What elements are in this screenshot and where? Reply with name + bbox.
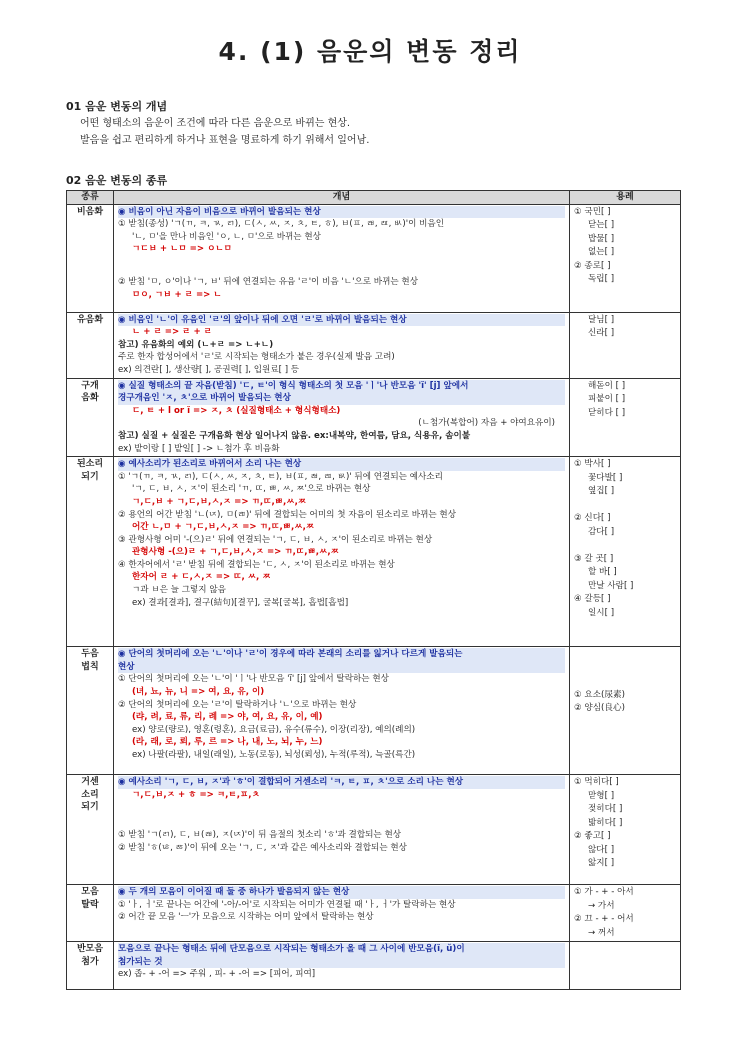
row-kind	[67, 885, 114, 942]
concept-line: ◉ 실질 형태소의 끝 자음(받침) 'ㄷ, ㅌ'이 형식 형태소의 첫 모음 'ㅣ'나 반모음 'ĭ' [j] 앞에서	[118, 380, 565, 393]
example-item: ② 종로[ ]	[574, 260, 611, 271]
concept-line: ㅁㅇ, ㄱㅂ + ㄹ => ㄴ	[132, 289, 222, 300]
example-item: ④ 갈등[ ]	[574, 594, 611, 605]
example-item: 만날 사람[ ]	[588, 580, 634, 591]
example-item	[574, 662, 676, 676]
concept-line: 'ㄱ, ㄷ, ㅂ, ㅅ, ㅈ'이 된소리 'ㄲ, ㄸ, ㅃ, ㅆ, ㅉ'으로 바뀌는 현상	[132, 484, 371, 495]
concept-line: (랴, 려, 료, 류, 리, 례 => 야, 여, 요, 유, 이, 예)	[132, 712, 323, 723]
example-item: → 가서	[588, 900, 615, 911]
concept-line: ex) 나팔(라팔), 내일(래일), 노동(로동), 뇌성(뢰성), 누적(루적), 늑골(륵간)	[132, 749, 416, 760]
example-item: 옆집[ ]	[588, 486, 615, 497]
concept-line: ex) 의견란[ ], 생산량[ ], 공권력[ ], 입원료[ ] 등	[118, 364, 300, 375]
concept-line: 현상	[118, 661, 565, 674]
example-item	[574, 648, 676, 662]
concept-line: ◉ 비음이 아닌 자음이 비음으로 바뀌어 발음되는 현상	[118, 206, 565, 219]
row-concept	[114, 312, 570, 378]
header-concept: 개념	[114, 191, 570, 205]
concept-line: ㄷ, ㅌ + l or ĭ => ㅈ, ㅊ (실질형태소 + 형식형태소)	[132, 405, 341, 416]
example-item: 앓지[ ]	[588, 858, 615, 869]
header-kind: 종류	[67, 191, 114, 205]
example-item: 할 바[ ]	[588, 567, 617, 578]
table-row	[67, 457, 681, 647]
example-item: ① 국민[ ]	[574, 206, 611, 217]
example-item	[574, 539, 676, 553]
row-kind	[67, 775, 114, 885]
row-kind	[67, 942, 114, 990]
example-item: 독립[ ]	[588, 274, 615, 285]
row-examples	[570, 885, 681, 942]
table-header-row	[67, 191, 681, 205]
example-item	[574, 499, 676, 513]
concept-line: ② 용언의 어간 받침 'ㄴ(ㄵ), ㅁ(ㄻ)' 뒤에 결합되는 어미의 첫 자음이 된소리로 바뀌는 현상	[118, 509, 457, 520]
concept-line: 한자어 ㄹ + ㄷ,ㅅ,ㅈ => ㄸ, ㅆ, ㅉ	[132, 572, 271, 583]
example-item: 젖히다[ ]	[588, 804, 623, 815]
row-kind	[67, 378, 114, 457]
concept-line: 참고) 유음화의 예외 (ㄴ+ㄹ => ㄴ+ㄴ)	[118, 339, 274, 350]
example-item: 닫는[ ]	[588, 220, 615, 231]
example-item: 맏형[ ]	[588, 790, 615, 801]
example-item: 밥물[ ]	[588, 233, 615, 244]
example-item: ② 좋고[ ]	[574, 831, 611, 842]
concept-line: 어떤 형태소의 음운이 조건에 따라 다른 음운으로 바뀌는 현상.	[80, 118, 351, 129]
concept-line: ◉ 단어의 첫머리에 오는 'ㄴ'이나 'ㄹ'이 경우에 따라 본래의 소리를 잃거나 다르게 발음되는	[118, 648, 565, 661]
table-row	[67, 647, 681, 775]
concept-line: (라, 래, 로, 뢰, 루, 르 => 나, 내, 노, 뇌, 누, 느)	[132, 737, 323, 748]
example-item	[574, 675, 676, 689]
example-item: 피붙이 [ ]	[588, 394, 626, 405]
row-kind-label: 모음 탈락	[81, 887, 99, 910]
concept-line: ② 단어의 첫머리에 오는 'ㄹ'이 탈락하거나 'ㄴ'으로 바뀌는 현상	[118, 699, 357, 710]
example-item: 않다[ ]	[588, 844, 615, 855]
concept-line: ① 받침(종성) 'ㄱ(ㄲ, ㅋ, ㄳ, ㄺ), ㄷ(ㅅ, ㅆ, ㅈ, ㅊ, ㅌ, ㅎ), ㅂ(ㅍ, ㄼ, ㄿ, ㅄ)'이 비음인	[118, 219, 445, 230]
concept-line: ② 받침 'ㅎ(ㄶ, ㅀ)'이 뒤에 오는 'ㄱ, ㄷ, ㅈ'과 같은 예사소리와 결합되는 현상	[118, 842, 407, 853]
concept-line: ㄱ,ㄷ,ㅂ + ㄱ,ㄷ,ㅂ,ㅅ,ㅈ => ㄲ,ㄸ,ㅃ,ㅆ,ㅉ	[132, 496, 307, 507]
row-examples	[570, 942, 681, 990]
concept-line: (ㄴ첨가(복합어) 자음 + 야여요유이)	[418, 418, 555, 429]
row-examples	[570, 378, 681, 457]
row-kind	[67, 457, 114, 647]
row-kind-label: 반모음 첨가	[76, 944, 104, 967]
row-examples	[570, 775, 681, 885]
table-row	[67, 942, 681, 990]
example-item: 해돋이 [ ]	[588, 380, 626, 391]
row-concept	[114, 647, 570, 775]
example-item: ② 끄 - + - 어서	[574, 914, 634, 925]
example-item: 꽃다발[ ]	[588, 472, 623, 483]
table-row	[67, 204, 681, 312]
example-item: → 꺼서	[588, 927, 615, 938]
row-kind-label: 된소리 되기	[76, 459, 104, 482]
row-examples	[570, 457, 681, 647]
row-examples	[570, 312, 681, 378]
row-concept	[114, 378, 570, 457]
section-heading-types: 02 음운 변동의 종류	[66, 174, 168, 187]
concept-line: 'ㄴ, ㅁ'을 만나 비음인 'ㅇ, ㄴ, ㅁ'으로 바뀌는 현상	[132, 231, 321, 242]
example-item: ② 양심(良心)	[574, 703, 625, 714]
row-kind	[67, 204, 114, 312]
row-concept	[114, 885, 570, 942]
row-kind	[67, 312, 114, 378]
row-kind-label: 유음화	[76, 314, 104, 325]
concept-line	[118, 256, 565, 270]
concept-line: ex) 결과[결과], 결구(結句)[결꾸], 굴복[굴복], 흡법[흡법]	[132, 597, 349, 608]
concept-line: ② 어간 끝 모음 'ㅡ'가 모음으로 시작하는 어미 앞에서 탈락하는 현상	[118, 912, 374, 923]
header-examples: 용례	[570, 191, 681, 205]
concept-line: ◉ 예사소리 'ㄱ, ㄷ, ㅂ, ㅈ'과 'ㅎ'이 결합되어 거센소리 'ㅋ, ㅌ, ㅍ, ㅊ'으로 소리 나는 현상	[118, 776, 565, 789]
concept-line: ex) 밭이랑 [ ] 밭일[ ] -> ㄴ첨가 후 비음화	[118, 443, 280, 454]
concept-line: 어간 ㄴ,ㅁ + ㄱ,ㄷ,ㅂ,ㅅ,ㅈ => ㄲ,ㄸ,ㅃ,ㅆ,ㅉ	[132, 522, 315, 533]
row-kind-label: 비음화	[76, 206, 104, 217]
concept-line: ① 'ㄱ(ㄲ, ㅋ, ㄳ, ㄺ), ㄷ(ㅅ, ㅆ, ㅈ, ㅊ, ㅌ), ㅂ(ㅍ, ㄼ, ㄿ, ㅄ)' 뒤에 연결되는 예사소리	[118, 471, 443, 482]
page-title: 4. (1) 음운의 변동 정리	[218, 37, 522, 66]
example-item: 달님[ ]	[588, 314, 615, 325]
concept-line: ◉ 두 개의 모음이 이어질 때 둘 중 하나가 발음되지 않는 현상	[118, 886, 565, 899]
concept-line: ㄱ,ㄷ,ㅂ,ㅈ + ㅎ => ㅋ,ㅌ,ㅍ,ㅊ	[132, 789, 260, 800]
row-concept	[114, 775, 570, 885]
concept-line: ③ 관형사형 어미 '-(으)ㄹ' 뒤에 연결되는 'ㄱ, ㄷ, ㅂ, ㅅ, ㅈ'이 된소리로 바뀌는 현상	[118, 534, 433, 545]
row-examples	[570, 647, 681, 775]
example-item: 신라[ ]	[588, 328, 615, 339]
sound-change-table	[66, 190, 681, 990]
example-item: ① 박사[ ]	[574, 459, 611, 470]
table-row	[67, 312, 681, 378]
concept-line	[118, 801, 565, 815]
concept-line: 경구개음인 'ㅈ, ㅊ'으로 바뀌어 발음되는 현상	[118, 392, 565, 405]
example-item: ① 가 - + - 아서	[574, 887, 634, 898]
example-item: ① 먹히다[ ]	[574, 777, 619, 788]
row-kind-label: 두음 법칙	[81, 649, 99, 672]
row-concept	[114, 942, 570, 990]
example-item: 닫히다 [ ]	[588, 407, 626, 418]
concept-line: ① 단어의 첫머리에 오는 'ㄴ'이 'ㅣ'나 반모음 'ĭ' [j] 앞에서 탈락하는 현상	[118, 674, 389, 685]
example-item: ① 요소(尿素)	[574, 689, 625, 700]
concept-line: 주로 한자 합성어에서 'ㄹ'로 시작되는 형태소가 붙은 경우(실제 발음 고려)	[118, 352, 395, 363]
table-row	[67, 378, 681, 457]
concept-line: 모음으로 끝나는 형태소 뒤에 단모음으로 시작되는 형태소가 올 때 그 사이에 반모음(ĭ, ŭ)이	[118, 943, 565, 956]
example-item: 없는[ ]	[588, 247, 615, 258]
concept-line: ㄴ + ㄹ => ㄹ + ㄹ	[132, 327, 212, 338]
row-kind-label: 거센 소리 되기	[81, 777, 99, 813]
example-item: 감다[ ]	[588, 526, 615, 537]
concept-line: ② 받침 'ㅁ, ㅇ'이나 'ㄱ, ㅂ' 뒤에 연결되는 유음 'ㄹ'이 비음 'ㄴ'으로 바뀌는 현상	[118, 276, 419, 287]
example-item: ③ 갈 곳[ ]	[574, 553, 614, 564]
concept-line: (녀, 뇨, 뉴, 니 => 여, 요, 유, 이)	[132, 686, 265, 697]
concept-text	[80, 115, 369, 149]
row-kind	[67, 647, 114, 775]
concept-line: ex) 좁- + -어 => 주워 , 피- + -어 => [피어, 피여]	[118, 969, 316, 980]
concept-line: ex) 양로(량로), 영혼(령혼), 요금(료금), 유수(류수), 이장(리장), 예의(례의)	[132, 724, 416, 735]
table-row	[67, 775, 681, 885]
example-item: ② 신다[ ]	[574, 513, 611, 524]
concept-line: ① 받침 'ㄱ(ㄺ), ㄷ, ㅂ(ㄼ), ㅈ(ㄵ)'이 뒤 음절의 첫소리 'ㅎ'과 결합되는 현상	[118, 830, 402, 841]
concept-line: 첨가되는 것	[118, 956, 565, 969]
concept-line	[118, 815, 565, 829]
example-item: 일시[ ]	[588, 607, 615, 618]
concept-line: ① 'ㅏ, ㅓ'로 끝나는 어간에 '-아/-어'로 시작되는 어미가 연결될 때 'ㅏ, ㅓ'가 탈락하는 현상	[118, 899, 456, 910]
row-kind-label: 구개 음화	[81, 380, 99, 404]
table-row	[67, 885, 681, 942]
concept-line: ◉ 예사소리가 된소리로 바뀌어서 소리 나는 현상	[118, 458, 565, 471]
concept-line: ◉ 비음인 'ㄴ'이 유음인 'ㄹ'의 앞이나 뒤에 오면 'ㄹ'로 바뀌어 발음되는 현상	[118, 314, 565, 327]
row-concept	[114, 204, 570, 312]
row-concept	[114, 457, 570, 647]
concept-line: 관형사형 -(으)ㄹ + ㄱ,ㄷ,ㅂ,ㅅ,ㅈ => ㄲ,ㄸ,ㅃ,ㅆ,ㅉ	[132, 547, 339, 558]
concept-line: 발음을 쉽고 편리하게 하거나 표현을 명료하게 하기 위해서 일어남.	[80, 135, 370, 146]
concept-line: 참고) 실질 + 실질은 구개음화 현상 일어나지 않음. ex:내복약, 한여름, 담요, 식용유, 솜이불	[118, 430, 471, 441]
row-examples	[570, 204, 681, 312]
example-item: 밟히다[ ]	[588, 817, 623, 828]
concept-line: ㄱㄷㅂ + ㄴㅁ => ㅇㄴㅁ	[132, 244, 232, 255]
concept-line: ㄱ과 ㅂ은 늘 그렇지 않음	[132, 585, 226, 596]
concept-line: ④ 한자어에서 'ㄹ' 받침 뒤에 결합되는 'ㄷ, ㅅ, ㅈ'이 된소리로 바뀌는 현상	[118, 559, 395, 570]
section-heading-concept: 01 음운 변동의 개념	[66, 100, 168, 113]
